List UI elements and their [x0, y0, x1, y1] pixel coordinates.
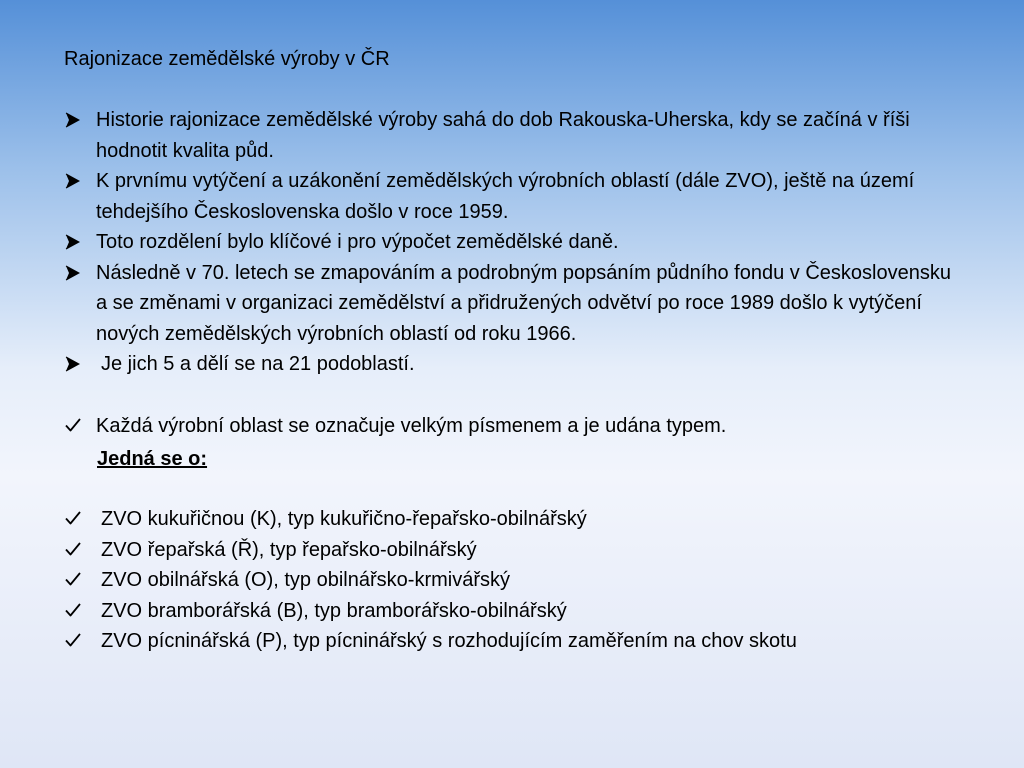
check-intro-item [64, 411, 954, 442]
check-intro-block [64, 411, 954, 442]
checkmark-icon [65, 417, 81, 433]
zvo-type-item [64, 565, 954, 596]
check-intro-text: Každá výrobní oblast se označuje velkým písmenem a je udána typem. [96, 415, 727, 437]
arrow-bullet-item [64, 349, 954, 380]
arrow-bullet-item [64, 227, 954, 258]
arrow-bullet-text: Je jich 5 a dělí se na 21 podoblastí. [101, 353, 415, 375]
zvo-type-item [64, 535, 954, 566]
checkmark-icon [65, 541, 81, 557]
arrow-bullet-item [64, 258, 954, 350]
zvo-type-text: ZVO řepařská (Ř), typ řepařsko-obilnářský [101, 538, 477, 561]
arrow-bullet-icon [64, 173, 80, 189]
zvo-type-text: ZVO bramborářská (B), typ bramborářsko-obilnářský [101, 599, 567, 622]
checkmark-icon [65, 632, 81, 648]
arrow-bullet-list [64, 105, 954, 380]
zvo-type-list [64, 504, 954, 657]
arrow-bullet-icon [64, 356, 80, 372]
arrow-bullet-text: Následně v 70. letech se zmapováním a podrobným popsáním půdního fondu v Československu a se změnami v organizaci zemědělství a přidružených odvětví po roce 1989 došlo k vytýčení nových zemědělských výrobních oblastí od roku 1966. [96, 261, 951, 345]
arrow-bullet-icon [64, 265, 80, 281]
checkmark-icon [65, 602, 81, 618]
zvo-type-text: ZVO pícninářská (P), typ pícninářský s rozhodujícím zaměřením na chov skotu [101, 630, 797, 652]
subheading: Jedná se o: [97, 448, 208, 470]
arrow-bullet-text: Toto rozdělení bylo klíčové i pro výpočet zemědělské daně. [96, 231, 619, 253]
slide-title: Rajonizace zemědělské výroby v ČR [64, 48, 390, 70]
arrow-bullet-icon [64, 234, 80, 250]
arrow-bullet-text: K prvnímu vytýčení a uzákonění zemědělských výrobních oblastí (dále ZVO), ještě na území tehdejšího Československa došlo v roce 1959. [96, 170, 915, 223]
checkmark-icon [65, 510, 81, 526]
arrow-bullet-text: Historie rajonizace zemědělské výroby sahá do dob Rakouska-Uherska, kdy se začíná v říši hodnotit kvalita půd. [96, 109, 910, 162]
zvo-type-text: ZVO obilnářská (O), typ obilnářsko-krmivářský [101, 569, 510, 591]
checkmark-icon [65, 571, 81, 587]
zvo-type-item [64, 504, 954, 535]
zvo-type-text: ZVO kukuřičnou (K), typ kukuřično-řepařsko-obilnářský [101, 508, 587, 530]
zvo-type-item [64, 626, 954, 657]
zvo-type-item [64, 596, 954, 627]
arrow-bullet-item [64, 105, 954, 166]
arrow-bullet-icon [64, 112, 80, 128]
arrow-bullet-item [64, 166, 954, 227]
